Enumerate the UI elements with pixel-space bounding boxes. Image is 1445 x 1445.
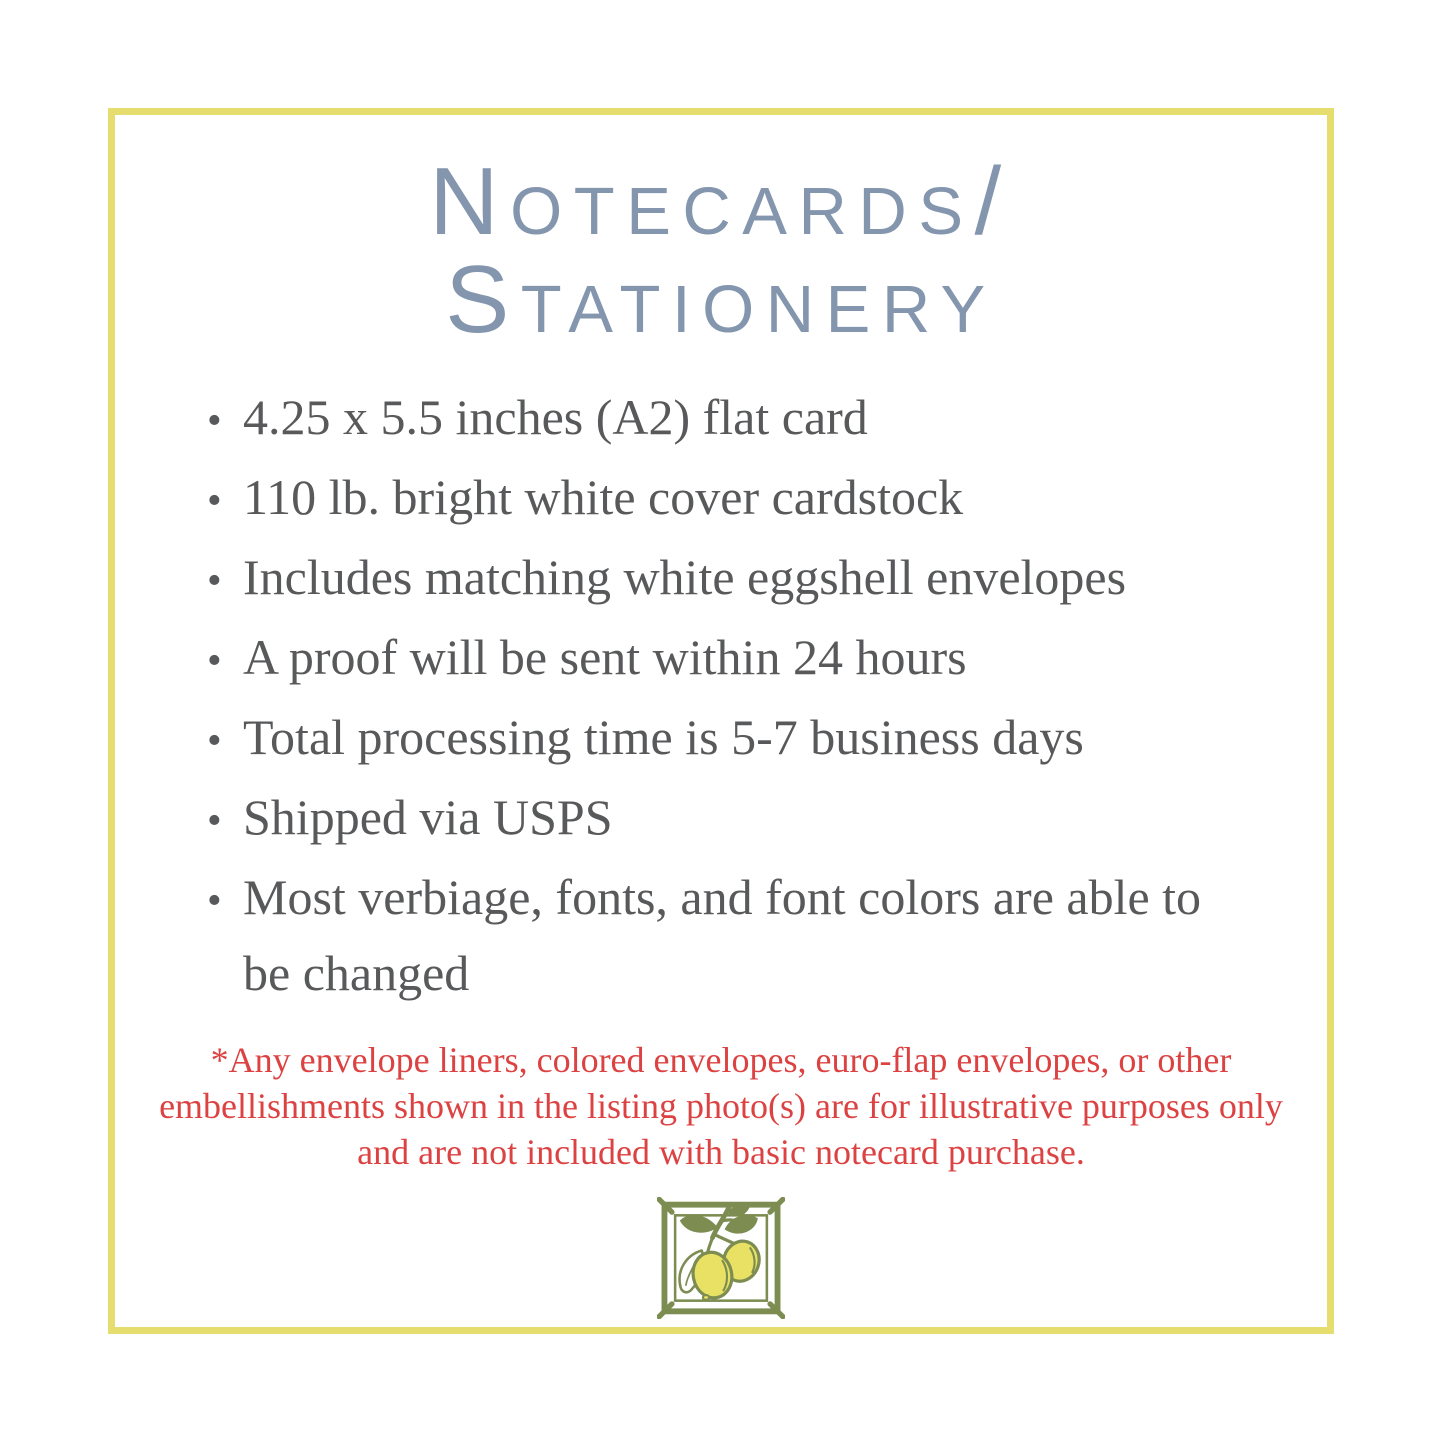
title-line-2: Stationery [445, 246, 997, 353]
page-title [115, 148, 1327, 353]
list-item-text: Most verbiage, fonts, and font colors are able to be changed [243, 869, 1202, 1001]
list-item [207, 699, 1207, 779]
list-item-text: Shipped via USPS [243, 789, 613, 845]
list-item-text: A proof will be sent within 24 hours [243, 629, 967, 685]
list-item [207, 619, 1207, 699]
list-item-text: 4.25 x 5.5 inches (A2) flat card [243, 389, 868, 445]
lemons-in-frame-icon [657, 1197, 785, 1319]
bullet-icon: • [207, 638, 222, 684]
list-item [207, 859, 1207, 1011]
list-item [207, 539, 1207, 619]
bullet-icon: • [207, 558, 222, 604]
bullet-icon: • [207, 718, 222, 764]
list-item [207, 459, 1207, 539]
list-item [207, 379, 1207, 459]
list-item-text: Total processing time is 5-7 business days [243, 709, 1084, 765]
title-line-1: Notecards/ [429, 148, 1013, 255]
list-item-text: Includes matching white eggshell envelopes [243, 549, 1127, 605]
bullet-icon: • [207, 478, 222, 524]
lemons-logo [657, 1197, 785, 1319]
bullet-icon: • [207, 798, 222, 844]
list-item-text: 110 lb. bright white cover cardstock [243, 469, 964, 525]
disclaimer-note: *Any envelope liners, colored envelopes, euro-flap envelopes, or other embellishments shown in the listing photo(s) are for illustrative purposes only and are not included with basic notecard purchase. [159, 1040, 1283, 1172]
product-details-list [207, 379, 1207, 1011]
yellow-border-frame [108, 108, 1334, 1334]
bullet-icon: • [207, 878, 222, 924]
list-item [207, 779, 1207, 859]
bullet-icon: • [207, 398, 222, 444]
lemons-illustration [659, 1199, 783, 1316]
